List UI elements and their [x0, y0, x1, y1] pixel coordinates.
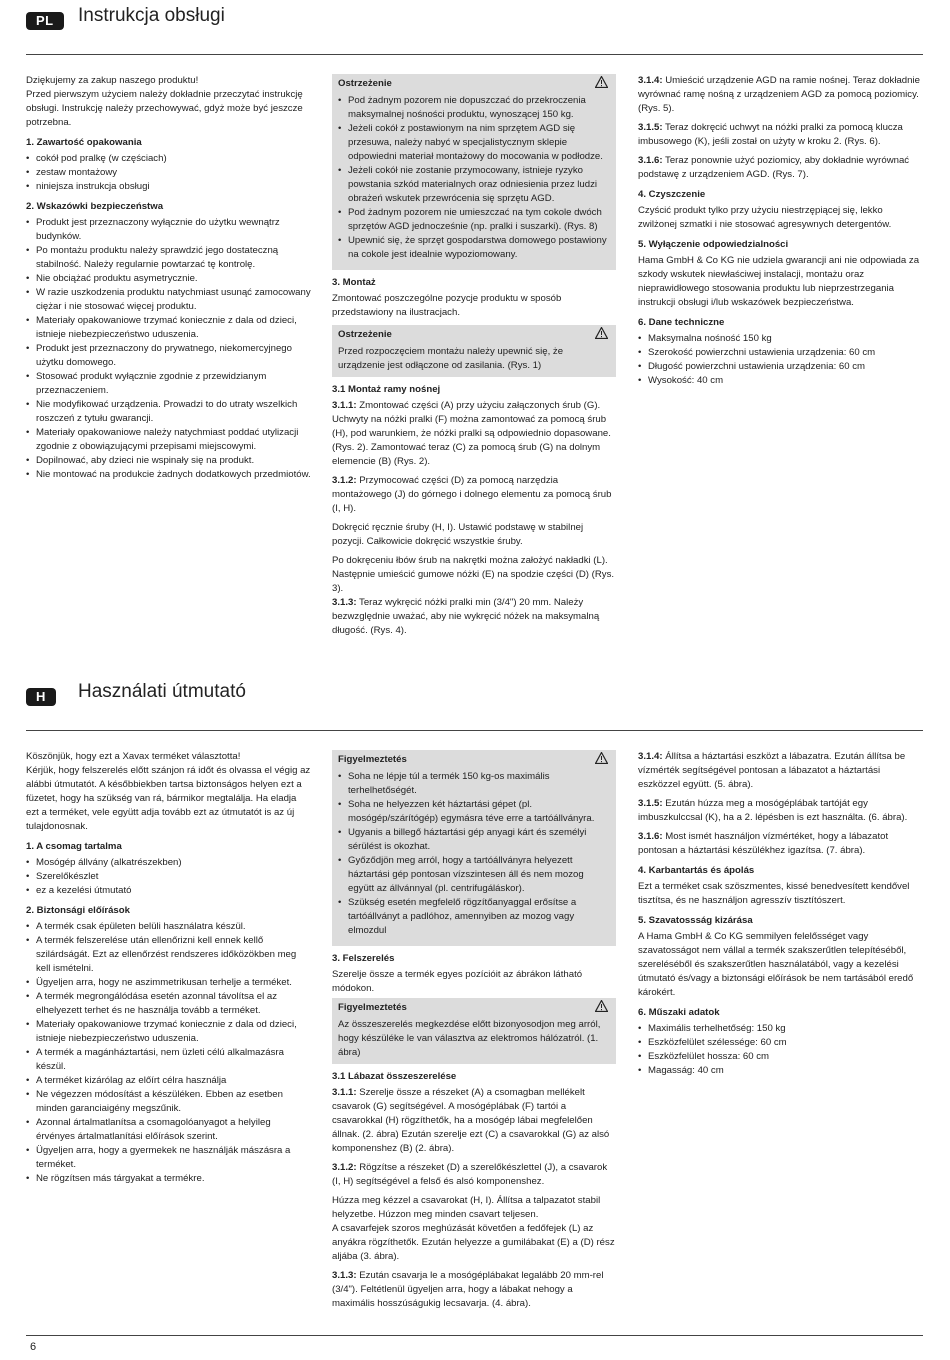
step-3-1-2	[332, 1161, 616, 1189]
section-pl	[26, 0, 923, 636]
list-item: • Maximális terhelhetőség: 150 kg	[638, 1022, 923, 1036]
warning-title: Ostrzeżenie	[338, 78, 392, 89]
list-item: • A termék csak épületen belüli használatra készül.	[26, 920, 311, 934]
list-item: • Nie obciążać produktu asymetrycznie.	[26, 272, 311, 286]
step-3-1-5	[638, 121, 923, 149]
disclaimer-heading: 5. Szavatossság kizárása	[638, 915, 753, 926]
list-item: • zestaw montażowy	[26, 166, 311, 180]
cleaning-heading: 4. Karbantartás és ápolás	[638, 865, 755, 876]
header-rule	[26, 54, 923, 55]
step-3-1-6	[638, 830, 923, 858]
column-1	[26, 750, 311, 1190]
warning-title: Figyelmeztetés	[338, 754, 407, 765]
step-text: Rögzítse a részeket (D) a szerelőkészlettel (J), a csavarok (I, H) segítségével a felső és alsó komponenshez.	[332, 1162, 608, 1187]
step-number: 3.1.5:	[638, 122, 663, 133]
step-3-1-4	[638, 750, 923, 792]
warning-list	[338, 94, 610, 262]
assembly-heading: 3. Montaż	[332, 277, 376, 288]
column-3	[638, 750, 923, 1082]
language-badge: H	[26, 688, 56, 706]
intro-line-1: Köszönjük, hogy ezt a Xavax terméket választotta!	[26, 751, 241, 762]
list-item: • Materiały opakowaniowe trzymać koniecznie z dala od dzieci, istnieje niebezpieczeństwo uduszenia.	[26, 1018, 311, 1046]
package-contents-heading: 1. Zawartość opakowania	[26, 137, 142, 148]
list-item: • Ne rögzítsen más tárgyakat a termékre.	[26, 1172, 311, 1186]
assembly-text: Szerelje össze a termék egyes pozícióit az ábrákon látható módokon.	[332, 969, 583, 994]
list-item: • Mosógép állvány (alkatrészekben)	[26, 856, 311, 870]
step-3-1-1	[332, 399, 616, 469]
list-item: • Azonnal ártalmatlanítsa a csomagolóanyagot a helyileg érvényes ártalmatlanítási előírások szerint.	[26, 1116, 311, 1144]
list-item: • Materiały opakowaniowe należy natychmiast poddać utylizacji zgodnie z obowiązującymi przepisami miejscowymi.	[26, 426, 311, 454]
list-item: • Magasság: 40 cm	[638, 1064, 923, 1078]
list-item: • Győződjön meg arról, hogy a tartóállványra helyezett háztartási gép pontosan vízszintesen áll és nem mozog együtt az állvánnyal (pl. centrifugáláskor).	[338, 854, 610, 896]
step-text: Ezután húzza meg a mosógéplábak tartóját egy imbuszkulccsal (K), ha a 2. lépésben is ezt használta. (6. ábra).	[638, 798, 908, 823]
warning-box	[332, 998, 616, 1064]
intro-line-2: Kérjük, hogy felszerelés előtt szánjon rá időt és olvassa el végig az alábbi útmutatót. A későbbiekben tartsa biztonságos helyen ezt a füzetet, hogy ha szükség van rá, bármikor megtalálja. Ha eladja ezt a terméket, vele együtt adja tovább ezt az útmutatót is az új tulajdonosnak.	[26, 765, 311, 832]
list-item: • A termék megrongálódása esetén azonnal távolítsa el az elhelyezett terhet és ne használja tovább a terméket.	[26, 990, 311, 1018]
list-item: • A termék a magánháztartási, nem üzleti célú alkalmazásra készül.	[26, 1046, 311, 1074]
package-contents-list	[26, 152, 311, 194]
frame-assembly-heading: 3.1 Lábazat összeszerelése	[332, 1071, 457, 1082]
step-number: 3.1.4:	[638, 75, 663, 86]
frame-assembly-heading: 3.1 Montaż ramy nośnej	[332, 384, 441, 395]
intro-line-2: Przed pierwszym użyciem należy dokładnie przeczytać instrukcję obsługi. Instrukcję należy przechowywać, gdyż może być jeszcze potrzebna.	[26, 89, 303, 128]
warning-title: Figyelmeztetés	[338, 1002, 407, 1013]
step-number: 3.1.3:	[332, 1270, 357, 1281]
intro-line-1: Dziękujemy za zakup naszego produktu!	[26, 75, 199, 86]
list-item: • Jeżeli cokół z postawionym na nim sprzętem AGD się przesuwa, należy nabyć w specjalistycznym sklepie odpowiedni materiał montażowy do mocowania w podłodze.	[338, 122, 610, 164]
section-header	[26, 0, 923, 40]
step-number: 3.1.1:	[332, 400, 357, 411]
warning-triangle-icon	[595, 327, 608, 339]
list-item: • Upewnić się, że sprzęt gospodarstwa domowego postawiony na cokole jest idealnie wypoziomowany.	[338, 234, 610, 262]
list-item: • Szerokość powierzchni ustawienia urządzenia: 60 cm	[638, 346, 923, 360]
safety-list	[26, 920, 311, 1186]
step-text: Állítsa a háztartási eszközt a lábazatra. Ezután állítsa be vízmérték segítségével pontosan a lábazatot a háztartási eszközzel együtt. (5. ábra).	[638, 751, 906, 790]
step-text: Szerelje össze a részeket (A) a csomagban mellékelt csavarok (G) segítségével. A mosógéplábak (F) tartói a csavarokkal (H) rögzíthetők, ha a mosógép lábai megfelelően állnak. (2. ábra) Ezután szerelje ezt (C) a csavarokkal (G) az alsó komponenshez (B) (2. ábra).	[332, 1087, 610, 1154]
step-3-1-6	[638, 154, 923, 182]
cleaning-text: Czyścić produkt tylko przy użyciu niestrzępiącej się, lekko zwilżonej szmatki i nie stosować agresywnych detergentów.	[638, 205, 892, 230]
disclaimer-heading: 5. Wyłączenie odpowiedzialności	[638, 239, 789, 250]
step-3-1-2-c: A csavarfejek szoros meghúzását követően a fedőfejek (L) az anyákra rögzíthetők. Ezután helyezze a gumilábakat (E) a (D) rész aljába (3. ábra).	[332, 1223, 615, 1262]
step-3-1-5	[638, 797, 923, 825]
list-item: • Po montażu produktu należy sprawdzić jego dostateczną stabilność. Należy regularnie powtarzać tę kontrolę.	[26, 244, 311, 272]
list-item: • ez a kezelési útmutató	[26, 884, 311, 898]
list-item: • Nie modyfikować urządzenia. Prowadzi to do utraty wszelkich roszczeń z tytułu gwarancji.	[26, 398, 311, 426]
step-number: 3.1.1:	[332, 1087, 357, 1098]
step-3-1-2-b: Dokręcić ręcznie śruby (H, I). Ustawić podstawę w stabilnej pozycji. Całkowicie dokręcić wszystkie śruby.	[332, 522, 584, 547]
step-3-1-3	[332, 596, 616, 638]
step-text: Zmontować części (A) przy użyciu załączonych śrub (G). Uchwyty na nóżki pralki (F) można zamontować za pomocą śrub (H), pod warunkiem, że nóżki pralki są odpowiednio dopasowane. (Rys. 2). Zamontować teraz (C) za pomocą śrub (G) na dolnym elemencie (B) (Rys. 2).	[332, 400, 611, 467]
step-3-1-4	[638, 74, 923, 116]
list-item: • Eszközfelület szélessége: 60 cm	[638, 1036, 923, 1050]
list-item: • Materiały opakowaniowe trzymać koniecznie z dala od dzieci, istnieje niebezpieczeństwo uduszenia.	[26, 314, 311, 342]
column-3	[638, 74, 923, 392]
list-item: • Eszközfelület hossza: 60 cm	[638, 1050, 923, 1064]
warning-text: Az összeszerelés megkezdése előtt bizonyosodjon meg arról, hogy készüléke le van választva az elektromos hálózatról. (1. ábra)	[338, 1019, 601, 1058]
warning-box	[332, 750, 616, 946]
package-contents-list	[26, 856, 311, 898]
step-3-1-2	[332, 474, 616, 516]
step-3-1-2-d: Następnie umieścić gumowe nóżki (E) na spodzie części (D) (Rys. 3).	[332, 569, 615, 594]
safety-heading: 2. Wskazówki bezpieczeństwa	[26, 201, 164, 212]
step-number: 3.1.3:	[332, 597, 357, 608]
list-item: • A terméket kizárólag az előírt célra használja	[26, 1074, 311, 1088]
section-title: Instrukcja obsługi	[78, 5, 225, 26]
step-text: Teraz ponownie użyć poziomicy, aby dokładnie wyrównać podstawę z urządzeniem AGD. (Rys. 7).	[638, 155, 910, 180]
list-item: • Pod żadnym pozorem nie dopuszczać do przekroczenia maksymalnej nośności produktu, wynoszącej 150 kg.	[338, 94, 610, 122]
safety-heading: 2. Biztonsági előírások	[26, 905, 130, 916]
column-2	[332, 750, 616, 1316]
cleaning-text: Ezt a terméket csak szöszmentes, kissé benedvesített kendővel tisztítsa, és ne használjon agresszív tisztítószert.	[638, 881, 910, 906]
assembly-text: Zmontować poszczególne pozycje produktu w sposób przedstawiony na ilustracjach.	[332, 293, 562, 318]
list-item: • Maksymalna nośność 150 kg	[638, 332, 923, 346]
column-2	[332, 74, 616, 643]
warning-box	[332, 325, 616, 377]
page-number: 6	[30, 1341, 37, 1353]
specs-list	[638, 1022, 923, 1078]
list-item: • Szerelőkészlet	[26, 870, 311, 884]
section-header	[26, 676, 923, 716]
section-title: Használati útmutató	[78, 681, 246, 702]
step-number: 3.1.4:	[638, 751, 663, 762]
warning-triangle-icon	[595, 1000, 608, 1012]
list-item: • Ne végezzen módosítást a készüléken. Ebben az esetben minden garanciaigény megszűnik.	[26, 1088, 311, 1116]
list-item: • Ügyeljen arra, hogy a gyermekek ne használják mászásra a terméket.	[26, 1144, 311, 1172]
header-rule	[26, 730, 923, 731]
list-item: • Szükség esetén megfelelő rögzítőanyaggal erősítse a tartóállványt a padlóhoz, amennyiben az mozog vagy elmozdul	[338, 896, 610, 938]
step-number: 3.1.5:	[638, 798, 663, 809]
list-item: • niniejsza instrukcja obsługi	[26, 180, 311, 194]
cleaning-heading: 4. Czyszczenie	[638, 189, 706, 200]
step-text: Teraz dokręcić uchwyt na nóżki pralki za pomocą klucza imbusowego (K), jeśli został on użyty w kroku 2. (Rys. 6).	[638, 122, 903, 147]
specs-heading: 6. Dane techniczne	[638, 317, 725, 328]
step-text: Umieścić urządzenie AGD na ramie nośnej. Teraz dokładnie wyrównać ramę nośną z urządzeniem AGD za pomocą poziomicy. (Rys. 5).	[638, 75, 920, 114]
step-text: Przymocować części (D) za pomocą narzędzia montażowego (J) do górnego i dolnego elementu za pomocą śrub (I, H).	[332, 475, 612, 514]
step-text: Ezután csavarja le a mosógéplábakat legalább 20 mm-rel (3/4"). Feltétlenül ügyeljen arra, hogy a lábakat nehogy a maximális hosszúságukig lecsavarja. (4. ábra).	[332, 1270, 604, 1309]
step-3-1-3	[332, 1269, 616, 1311]
list-item: • Nie montować na produkcie żadnych dodatkowych przedmiotów.	[26, 468, 311, 482]
list-item: • Produkt jest przeznaczony wyłącznie do użytku wewnątrz budynków.	[26, 216, 311, 244]
list-item: • Produkt jest przeznaczony do prywatnego, niekomercyjnego użytku domowego.	[26, 342, 311, 370]
list-item: • A termék felszerelése után ellenőrizni kell ennek kellő szilárdságát. Ezt az ellenőrzést rendszeres időközökben meg kell ismételni.	[26, 934, 311, 976]
disclaimer-text: Hama GmbH & Co KG nie udziela gwarancji ani nie odpowiada za szkody wskutek niewłaściwej instalacji, montażu oraz nieprawidłowego stosowania produktu lub nieprzestrzegania instrukcji obsługi i/lub wskazówek bezpieczeństwa.	[638, 255, 920, 308]
list-item: • Soha ne helyezzen két háztartási gépet (pl. mosógép/szárítógép) egymásra téve erre a tartóállványra.	[338, 798, 610, 826]
specs-heading: 6. Műszaki adatok	[638, 1007, 720, 1018]
list-item: • W razie uszkodzenia produktu natychmiast usunąć zamocowany ciężar i nie stosować więcej produktu.	[26, 286, 311, 314]
list-item: • Soha ne lépje túl a termék 150 kg-os maximális terhelhetőségét.	[338, 770, 610, 798]
warning-box	[332, 74, 616, 270]
step-3-1-2-c: Po dokręceniu łbów śrub na nakrętki można założyć nakładki (L).	[332, 555, 608, 566]
list-item: • Wysokość: 40 cm	[638, 374, 923, 388]
list-item: • Ügyeljen arra, hogy ne aszimmetrikusan terhelje a terméket.	[26, 976, 311, 990]
disclaimer-text: A Hama GmbH & Co KG semmilyen felelősséget vagy szavatosságot nem vállal a termék szakszerűtlen telepítéséből, szereléséből és szakszerűtlen használatából, vagy a kezelési útmutató és/vagy a biztonsági előírások be nem tartásából eredő károkért.	[638, 931, 914, 998]
step-text: Most ismét használjon vízmértéket, hogy a lábazatot pontosan a háztartási készülékhez igazítsa. (7. ábra).	[638, 831, 889, 856]
list-item: • Pod żadnym pozorem nie umieszczać na tym cokole dwóch sprzętów AGD jednocześnie (np. pralki i suszarki). (Rys. 8)	[338, 206, 610, 234]
list-item: • Długość powierzchni ustawienia urządzenia: 60 cm	[638, 360, 923, 374]
warning-title: Ostrzeżenie	[338, 329, 392, 340]
step-3-1-2-b: Húzza meg kézzel a csavarokat (H, I). Állítsa a talpazatot stabil helyzetbe. Húzzon meg minden csavart teljesen.	[332, 1195, 601, 1220]
specs-list	[638, 332, 923, 388]
warning-list	[338, 770, 610, 938]
step-number: 3.1.2:	[332, 475, 357, 486]
step-number: 3.1.6:	[638, 155, 663, 166]
step-text: Teraz wykręcić nóżki pralki min (3/4") 20 mm. Należy bezwzględnie uważać, aby nie wykręcić nóżek na maksymalną długość. (Rys. 4).	[332, 597, 600, 636]
section-hu	[26, 676, 923, 1309]
warning-triangle-icon	[595, 76, 608, 88]
assembly-heading: 3. Felszerelés	[332, 953, 395, 964]
warning-triangle-icon	[595, 752, 608, 764]
package-contents-heading: 1. A csomag tartalma	[26, 841, 122, 852]
step-number: 3.1.6:	[638, 831, 663, 842]
list-item: • Ugyanis a billegő háztartási gép anyagi kárt és személyi sérülést is okozhat.	[338, 826, 610, 854]
safety-list	[26, 216, 311, 482]
step-number: 3.1.2:	[332, 1162, 357, 1173]
footer-rule	[26, 1335, 923, 1336]
list-item: • cokół pod pralkę (w częściach)	[26, 152, 311, 166]
list-item: • Jeżeli cokół nie zostanie przymocowany, istnieje ryzyko powstania szkód materialnych oraz odniesienia przez ludzi obrażeń wskutek przewrócenia się sprzętu AGD.	[338, 164, 610, 206]
language-badge: PL	[26, 12, 64, 30]
step-3-1-1	[332, 1086, 616, 1156]
list-item: • Dopilnować, aby dzieci nie wspinały się na produkt.	[26, 454, 311, 468]
list-item: • Stosować produkt wyłącznie zgodnie z przewidzianym przeznaczeniem.	[26, 370, 311, 398]
warning-text: Przed rozpoczęciem montażu należy upewnić się, że urządzenie jest odłączone od zasilania. (Rys. 1)	[338, 346, 564, 371]
column-1	[26, 74, 311, 486]
